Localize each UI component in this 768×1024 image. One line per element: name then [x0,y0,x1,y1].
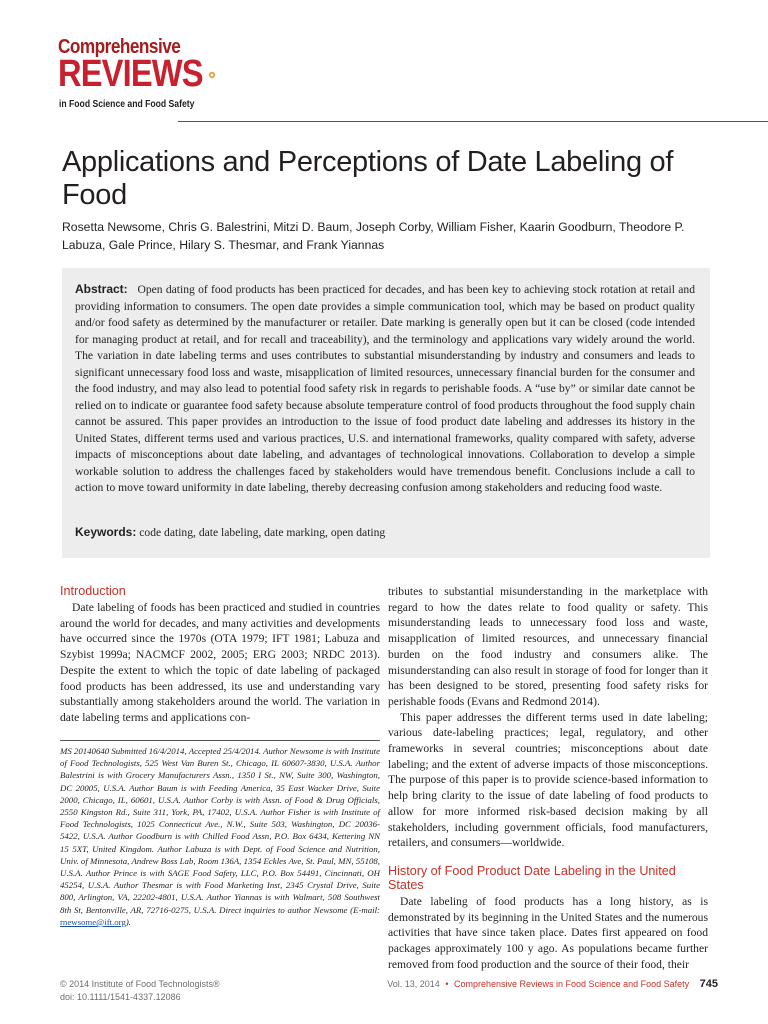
copyright-block [60,978,220,1004]
article-title: Applications and Perceptions of Date Labeling of Food [62,146,674,211]
author-list: Rosetta Newsome, Chris G. Balestrini, Mitzi D. Baum, Joseph Corby, William Fisher, Kaarin Goodburn, Theodore P. Labuza, Gale Prince, Hilary S. Thesmar, and Frank Yiannas [62,220,685,252]
page-folio [387,978,718,990]
introduction-paragraph: Date labeling of foods has been practiced and studied in countries around the world for decades, and many activities and developments have occurred since the 1970s (OTA 1979; IFT 1981; Labuza and Szybist 1999a; NACMCF 2002, 2005; ERG 2003; NRDC 2013). Despite the extent to which the topic of date labeling of packaged food products has been addressed, its use and understanding vary substantially among stakeholders around the world. The variation in date labeling terms and applications con- [60,601,380,724]
keywords [75,525,695,539]
page-number: 745 [699,978,718,990]
footnote-tail: ). [125,916,131,927]
logo-star-icon [207,70,217,80]
keywords-label: Keywords: [75,525,137,539]
logo-line-reviews: REVIEWS [58,53,203,95]
left-column [60,584,380,726]
volume-text: Vol. 13, 2014 [387,979,440,989]
footnote-text: MS 20140640 Submitted 16/4/2014, Accepted 25/4/2014. Author Newsome is with Institute of Food Technologists, 525 West Van Buren St., Chicago, IL 60607-3830, U.S.A. Author Balestrini is with Grocery Manufacturers Assn., 1350 I St., NW, Suite 300, Washington, DC 20005, U.S.A. Author Baum is with Feeding America, 35 East Wacker Drive, Suite 2000, Chicago, IL, 60601, U.S.A. Author Corby is with Assn. of Food & Drug Officials, 2550 Kingston Rd., Suite 311, York, PA, 17402, U.S.A. Author Fisher is with Institute of Food Technologists, 1025 Connecticut Ave., N.W., Suite 503, Washington, DC 20036-5422, U.S.A. Author Goodburn is with Chilled Food Assn, P.O. Box 6434, Kettering NN 15 5XT, United Kingdom. Author Labuza is with Dept. of Food Science and Nutrition, Univ. of Minnesota, Andrew Boss Lab, Room 136A, 1354 Eckles Ave, St. Paul, MN, 55108, U.S.A. Author Prince is with SAGE Food Safety, LLC, P.O. Box 54491, Cincinnati, OH 45254, U.S.A. Author Thesmar is with Food Marketing Inst, 2345 Crystal Drive, Suite 800, Arlington, VA, 22202-4801, U.S.A. Author Yiannas is with Walmart, 508 Southwest 8th St, Bentonville, AR, 72716-0275, U.S.A. Direct inquiries to author Newsome (E-mail: [60,746,380,915]
history-paragraph: Date labeling of food products has a long history, as is demonstrated by its beginning in the United States and the numerous activities that have since taken place. Dates first appeared on food packages approximately 100 y ago. As populations became further removed from food production and the source of their food, their [388,894,708,971]
journal-name: Comprehensive Reviews in Food Science and Food Safety [454,979,690,989]
keywords-list: code dating, date labeling, date marking, open dating [139,526,386,539]
header-rule [178,121,768,122]
logo-line-subtitle: in Food Science and Food Safety [59,98,195,110]
doi-text[interactable]: doi: 10.1111/1541-4337.12086 [60,992,181,1002]
right-column [388,584,708,972]
abstract-label: Abstract: [75,282,128,296]
footnote-rule [60,740,380,741]
journal-logo [58,36,203,116]
logo-line-comprehensive: Comprehensive [58,36,181,58]
author-footnote [60,745,380,928]
abstract-body: Open dating of food products has been practiced for decades, and has been key to achieving stock rotation at retail and providing information to consumers. The open date provides a simple communication tool, which may be based on product quality and/or food safety as determined by the manufacturer or retailer. Date marking is generally open but it can be closed (code intended for managing product at retail, and for recall and traceability), and the terminology and applications vary widely around the world. The variation in date labeling terms and uses contributes to substantial misunderstanding by industry and consumers and leads to significant unnecessary food loss and waste, misapplication of limited resources, unnecessary financial burden for the consumer and the food industry, and may also lead to potential food safety risk in regards to perishable foods. A “use by” or similar date cannot be relied on to indicate or guarantee food safety because absolute temperature control of food products throughout the food supply chain cannot be assured. This paper provides an introduction to the issue of food product date labeling and addresses its history in the United States, different terms used and various practices, U.S. and international frameworks, quality compared with safety, adverse impacts of misconceptions about date labeling, and advantages of technological innovations. Collaboration to develop a simple workable solution to address the challenges faced by stakeholders would have tremendous benefit. Conclusions include a call to action to move toward uniformity in date labeling, thereby decreasing confusion among stakeholders and reducing food waste. [75,283,695,494]
body-paragraph-continued: tributes to substantial misunderstanding in the marketplace with regard to how the dates relate to food quality or safety. This misunderstanding leads to unnecessary food loss and waste, misapplication of limited resources, and unnecessary financial burden on the food industry and consumers alike. The misunderstanding can also result in storage of food for longer than it has been designed to be stored, presenting food safety risks for perishable foods (Evans and Redmond 2014). [388,585,708,708]
body-paragraph-purpose: This paper addresses the different terms used in date labeling; various date-labeling practices; legal, regulatory, and other frameworks in several countries; misconceptions about date labeling; and the extent of adverse impacts of those misconceptions. The purpose of this paper is to provide science-based information to help bring clarity to the issue of date labeling of food products to allow for more informed risk-based decision making by all stakeholders, including government officials, food manufacturers, retailers, and consumers—worldwide. [388,710,708,850]
history-heading: History of Food Product Date Labeling in the United States [388,863,676,892]
introduction-heading: Introduction [60,584,126,598]
bullet-separator: • [445,979,449,989]
author-email-link[interactable]: rnewsome@ift.org [60,916,126,927]
abstract [75,281,695,497]
copyright-notice: © 2014 Institute of Food Technologists® [60,979,220,989]
